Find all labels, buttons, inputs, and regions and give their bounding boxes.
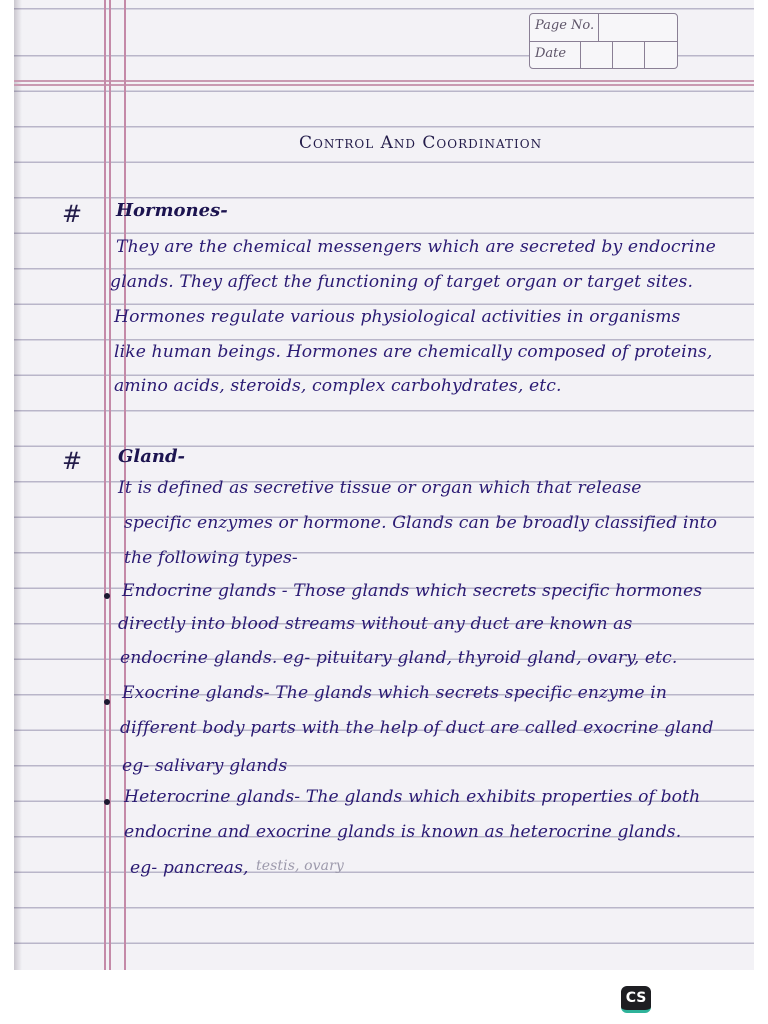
exocrine-line-3: eg- salivary glands bbox=[122, 756, 288, 776]
endocrine-line-1: Endocrine glands - Those glands which secrets specific hormones bbox=[122, 581, 703, 601]
page-edge-shadow bbox=[14, 0, 22, 970]
hormones-line-4: like human beings. Hormones are chemically composed of proteins, bbox=[114, 342, 713, 362]
gland-heading: Gland- bbox=[118, 446, 186, 467]
camscanner-logo: CS bbox=[621, 986, 651, 1013]
left-margin-rule-2 bbox=[109, 0, 111, 970]
notebook-page bbox=[14, 0, 754, 970]
gland-intro-line-2: specific enzymes or hormone. Glands can be broadly classified into bbox=[124, 513, 718, 533]
hormones-line-3: Hormones regulate various physiological activities in organisms bbox=[114, 307, 681, 327]
page-title: Control And Coordination bbox=[299, 133, 543, 153]
page-date-box bbox=[529, 13, 678, 69]
hormones-heading: Hormones- bbox=[116, 200, 228, 221]
page-no-label: Page No. bbox=[535, 18, 595, 33]
hormones-line-1: They are the chemical messengers which are secreted by endocrine bbox=[116, 237, 716, 257]
hormones-line-2: glands. They affect the functioning of target organ or target sites. bbox=[110, 272, 694, 292]
heterocrine-line-3: eg- pancreas, bbox=[130, 858, 249, 878]
gland-intro-line-1: It is defined as secretive tissue or organ which that release bbox=[118, 478, 642, 498]
heterocrine-faint-note: testis, ovary bbox=[256, 858, 344, 874]
bullet-dot bbox=[104, 799, 110, 805]
bullet-dot bbox=[104, 593, 110, 599]
date-label: Date bbox=[535, 46, 567, 61]
exocrine-line-2: different body parts with the help of duct are called exocrine gland bbox=[120, 718, 714, 738]
endocrine-line-2: directly into blood streams without any duct are known as bbox=[118, 614, 633, 634]
left-margin-rule bbox=[104, 0, 106, 970]
heterocrine-line-2: endocrine and exocrine glands is known as heterocrine glands. bbox=[124, 822, 682, 842]
section-hash-hormones: # bbox=[62, 200, 83, 228]
exocrine-line-1: Exocrine glands- The glands which secrets specific enzyme in bbox=[122, 683, 668, 703]
hormones-line-5: amino acids, steroids, complex carbohydrates, etc. bbox=[114, 376, 562, 396]
endocrine-line-3: endocrine glands. eg- pituitary gland, thyroid gland, ovary, etc. bbox=[120, 648, 678, 668]
gland-intro-line-3: the following types- bbox=[124, 548, 298, 568]
bullet-dot bbox=[104, 699, 110, 705]
heterocrine-line-1: Heterocrine glands- The glands which exhibits properties of both bbox=[124, 787, 701, 807]
section-hash-gland: # bbox=[62, 447, 83, 475]
